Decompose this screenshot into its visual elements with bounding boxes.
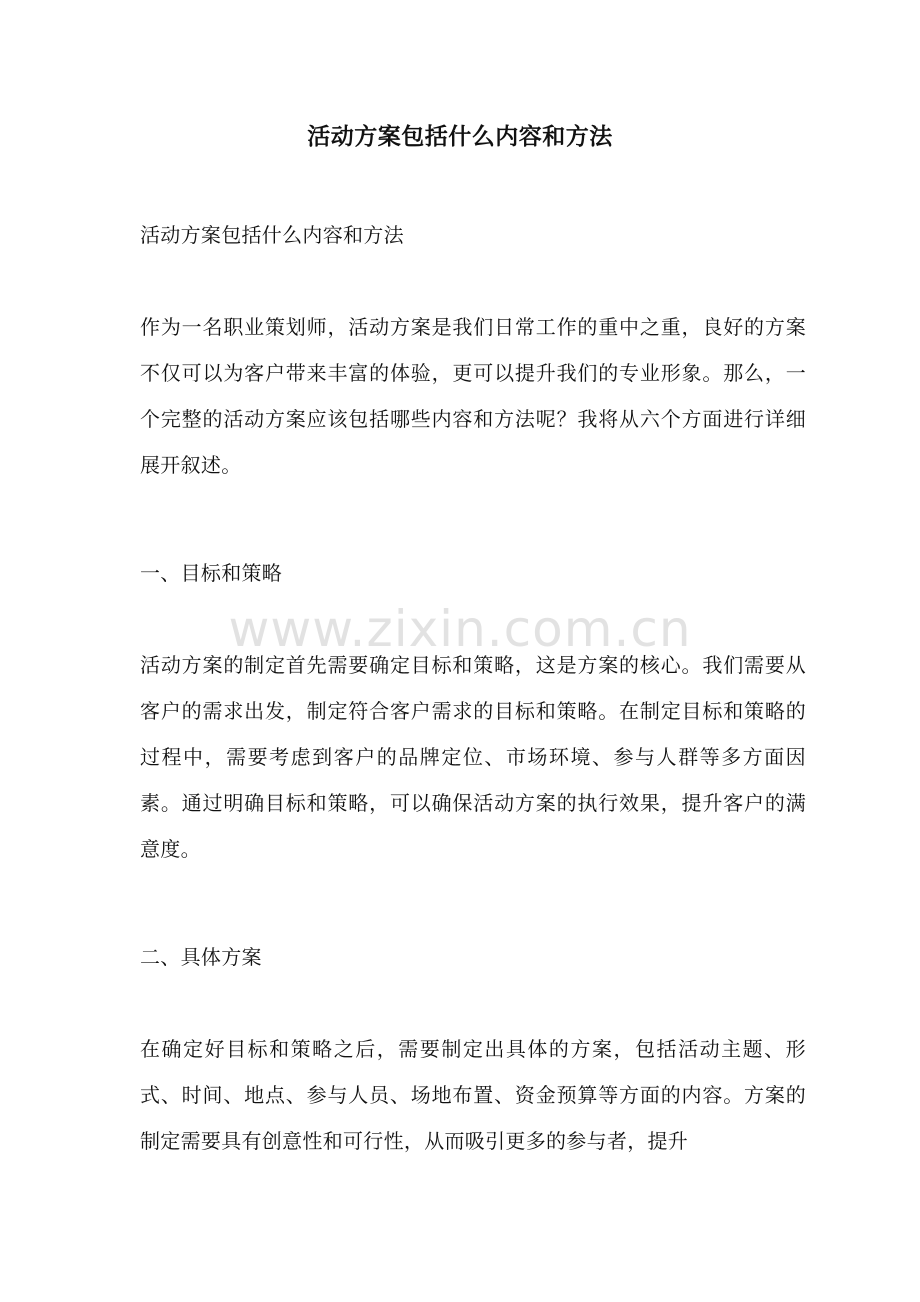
subtitle-text: 活动方案包括什么内容和方法 xyxy=(140,223,404,247)
intro-paragraph xyxy=(140,304,806,488)
section-body-text: 活动方案的制定首先需要确定目标和策略，这是方案的核心。我们需要从客户的需求出发，制定符合客户需求的目标和策略。在制定目标和策略的过程中，需要考虑到客户的品牌定位、市场环境、参与人群等多方面因素。通过明确目标和策略，可以确保活动方案的执行效果，提升客户的满意度。 xyxy=(140,653,806,861)
section-heading-text: 一、目标和策略 xyxy=(140,561,283,585)
intro-text: 作为一名职业策划师，活动方案是我们日常工作的重中之重，良好的方案不仅可以为客户带来丰富的体验，更可以提升我们的专业形象。那么，一个完整的活动方案应该包括哪些内容和方法呢？我将从六个方面进行详细展开叙述。 xyxy=(140,315,806,477)
section-heading-text: 二、具体方案 xyxy=(140,945,262,969)
section-paragraph-1 xyxy=(140,642,806,872)
section-heading-2 xyxy=(140,934,806,980)
section-paragraph-2 xyxy=(140,1026,806,1164)
section-heading-1 xyxy=(140,550,806,596)
document-title: 活动方案包括什么内容和方法 xyxy=(307,123,613,150)
watermark: www.zixin.com.cn xyxy=(228,600,692,658)
document-subtitle xyxy=(140,212,806,258)
section-body-text: 在确定好目标和策略之后，需要制定出具体的方案，包括活动主题、形式、时间、地点、参与人员、场地布置、资金预算等方面的内容。方案的制定需要具有创意性和可行性，从而吸引更多的参与者，提升 xyxy=(140,1037,806,1153)
